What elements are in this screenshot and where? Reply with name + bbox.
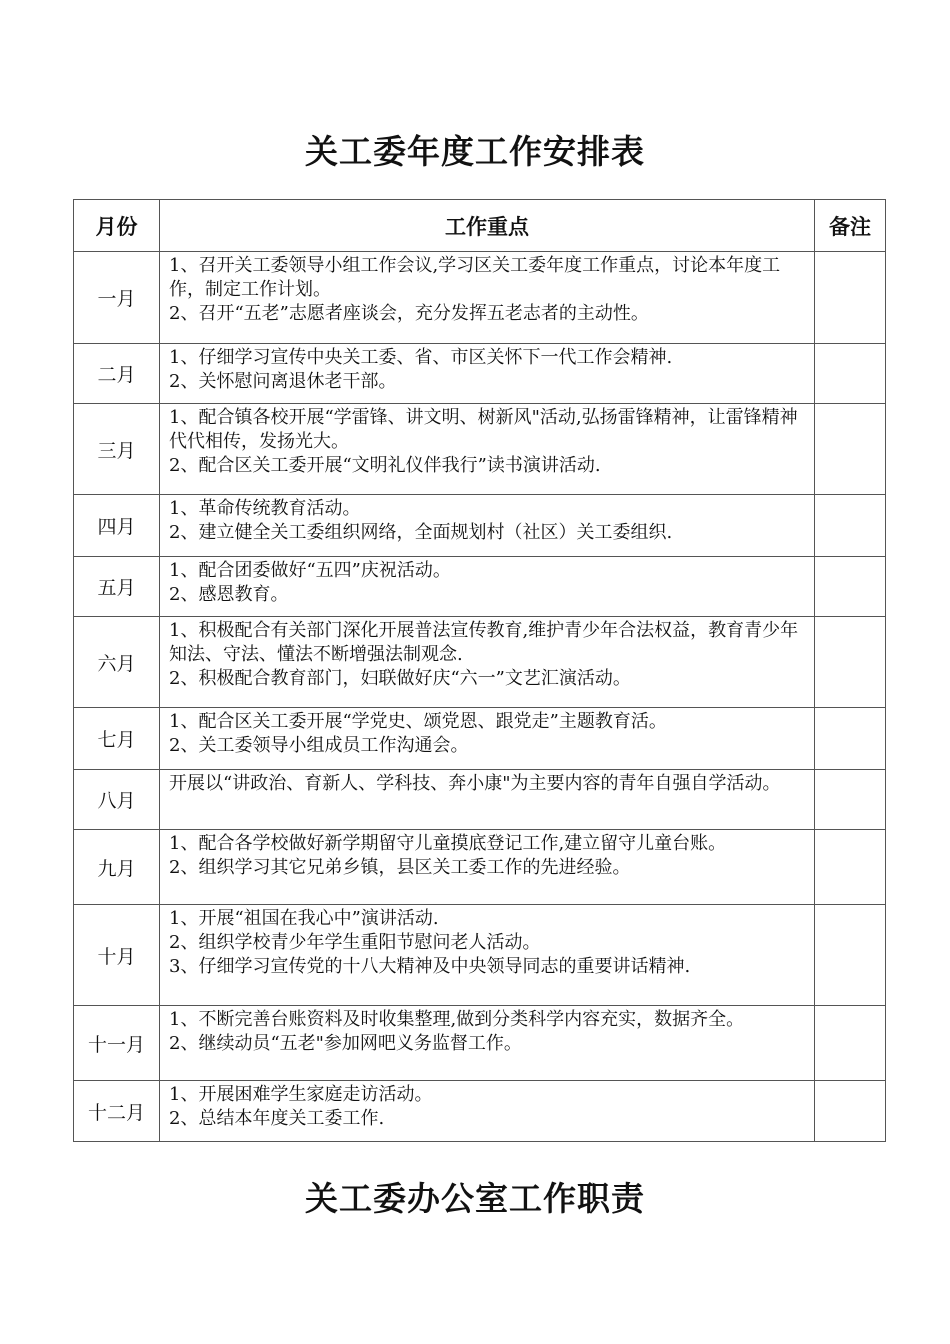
work-focus-cell — [160, 557, 815, 617]
table-header-row — [74, 200, 886, 252]
work-item: 2、建立健全关工委组织网络，全面规划村（社区）关工委组织. — [169, 522, 673, 543]
work-item: 2、关工委领导小组成员工作沟通会。 — [169, 735, 469, 756]
work-item: 2、感恩教育。 — [169, 584, 289, 605]
work-item: 3、仔细学习宣传党的十八大精神及中央领导同志的重要讲话精神. — [169, 956, 691, 977]
remark-cell — [815, 830, 886, 905]
work-focus-cell — [160, 708, 815, 770]
work-focus-cell — [160, 1006, 815, 1081]
work-item: 1、开展困难学生家庭走访活动。 — [169, 1084, 433, 1105]
section-title: 关工委办公室工作职责 — [305, 1179, 645, 1218]
work-item: 2、总结本年度关工委工作. — [169, 1108, 385, 1129]
table-row — [74, 617, 886, 708]
work-item: 1、配合团委做好“五四”庆祝活动。 — [169, 560, 451, 581]
work-focus-cell — [160, 344, 815, 404]
header-remark: 备注 — [815, 200, 886, 252]
work-item: 2、关怀慰问离退休老干部。 — [169, 371, 397, 392]
work-item: 2、继续动员“五老"参加网吧义务监督工作。 — [169, 1033, 522, 1054]
page-title: 关工委年度工作安排表 — [305, 132, 645, 171]
work-focus-cell — [160, 495, 815, 557]
work-focus-cell — [160, 770, 815, 830]
month-cell: 二月 — [74, 344, 160, 404]
remark-cell — [815, 495, 886, 557]
month-cell: 十月 — [74, 905, 160, 1006]
remark-cell — [815, 770, 886, 830]
month-cell: 五月 — [74, 557, 160, 617]
remark-cell — [815, 1006, 886, 1081]
month-cell: 十二月 — [74, 1081, 160, 1142]
work-item: 2、积极配合教育部门，妇联做好庆“六一”文艺汇演活动。 — [169, 668, 631, 689]
work-focus-cell — [160, 830, 815, 905]
table-row — [74, 557, 886, 617]
remark-cell — [815, 557, 886, 617]
work-item: 开展以“讲政治、育新人、学科技、奔小康"为主要内容的青年自强自学活动。 — [169, 773, 781, 794]
table-row — [74, 495, 886, 557]
work-item: 1、配合镇各校开展“学雷锋、讲文明、树新风"活动,弘扬雷锋精神，让雷锋精神代代相传，发扬光大。 — [169, 407, 798, 452]
table-row — [74, 708, 886, 770]
work-focus-cell — [160, 617, 815, 708]
work-focus-cell — [160, 905, 815, 1006]
month-cell: 七月 — [74, 708, 160, 770]
remark-cell — [815, 617, 886, 708]
table-row — [74, 830, 886, 905]
remark-cell — [815, 344, 886, 404]
work-item: 1、开展“祖国在我心中”演讲活动. — [169, 908, 439, 929]
work-item: 2、组织学习其它兄弟乡镇，县区关工委工作的先进经验。 — [169, 857, 631, 878]
remark-cell — [815, 404, 886, 495]
work-item: 1、积极配合有关部门深化开展普法宣传教育,维护青少年合法权益，教育青少年知法、守法、懂法不断增强法制观念. — [169, 620, 799, 665]
remark-cell — [815, 708, 886, 770]
remark-cell — [815, 252, 886, 344]
month-cell: 九月 — [74, 830, 160, 905]
month-cell: 三月 — [74, 404, 160, 495]
month-cell: 十一月 — [74, 1006, 160, 1081]
month-cell: 一月 — [74, 252, 160, 344]
header-focus: 工作重点 — [160, 200, 815, 252]
work-item: 1、仔细学习宣传中央关工委、省、市区关怀下一代工作会精神. — [169, 347, 673, 368]
work-item: 1、革命传统教育活动。 — [169, 498, 361, 519]
work-item: 1、配合各学校做好新学期留守儿童摸底登记工作,建立留守儿童台账。 — [169, 833, 727, 854]
header-month: 月份 — [74, 200, 160, 252]
work-focus-cell — [160, 252, 815, 344]
month-cell: 八月 — [74, 770, 160, 830]
remark-cell — [815, 905, 886, 1006]
month-cell: 四月 — [74, 495, 160, 557]
table-row — [74, 770, 886, 830]
work-item: 2、配合区关工委开展“文明礼仪伴我行”读书演讲活动. — [169, 455, 601, 476]
work-focus-cell — [160, 1081, 815, 1142]
work-item: 1、不断完善台账资料及时收集整理,做到分类科学内容充实，数据齐全。 — [169, 1009, 745, 1030]
work-focus-cell — [160, 404, 815, 495]
work-item: 2、召开“五老”志愿者座谈会，充分发挥五老志者的主动性。 — [169, 303, 649, 324]
table-row — [74, 1006, 886, 1081]
remark-cell — [815, 1081, 886, 1142]
table-row — [74, 344, 886, 404]
table-row — [74, 1081, 886, 1142]
table-row — [74, 905, 886, 1006]
table-row — [74, 252, 886, 344]
month-cell: 六月 — [74, 617, 160, 708]
table-row — [74, 404, 886, 495]
work-item: 1、召开关工委领导小组工作会议,学习区关工委年度工作重点，讨论本年度工作，制定工作计划。 — [169, 255, 781, 300]
schedule-table — [73, 199, 886, 1142]
work-item: 2、组织学校青少年学生重阳节慰问老人活动。 — [169, 932, 541, 953]
work-item: 1、配合区关工委开展“学党史、颂党恩、跟党走”主题教育活。 — [169, 711, 667, 732]
